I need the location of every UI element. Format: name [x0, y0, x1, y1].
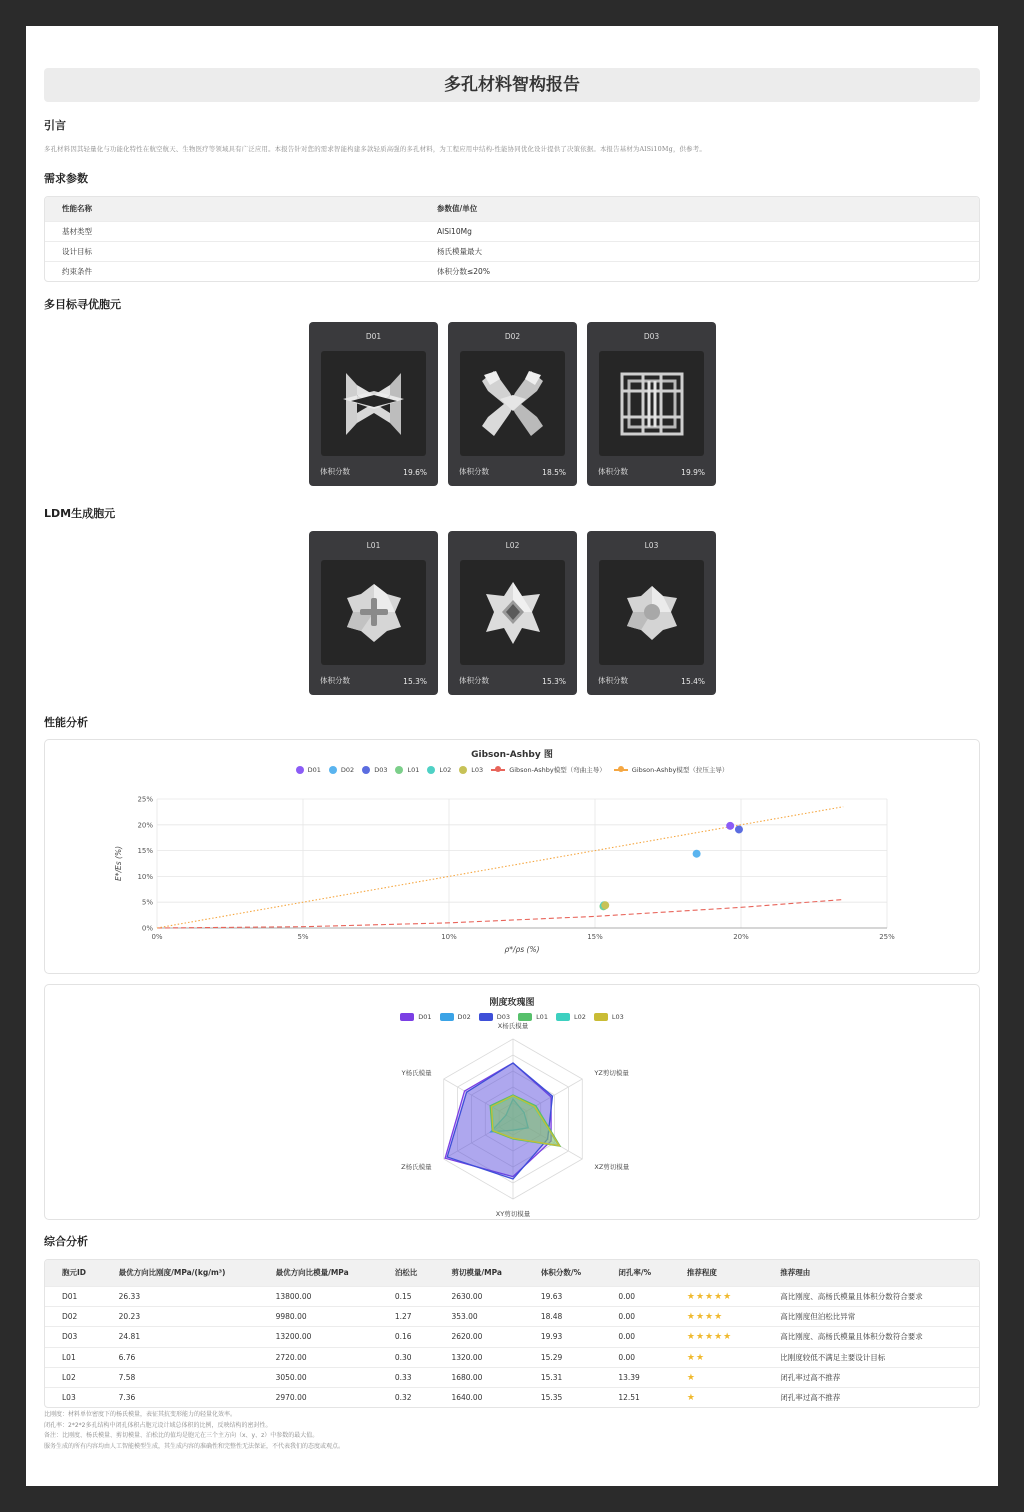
table-row: [45, 1367, 979, 1387]
axis-label: X杨氏模量: [497, 1022, 529, 1030]
table-cell: 高比刚度、高杨氏模量且体积分数符合要求: [780, 1292, 923, 1301]
cell-card-d02[interactable]: [448, 322, 577, 486]
table-cell: 闭孔率过高不推荐: [780, 1392, 841, 1402]
param-name: 约束条件: [62, 267, 92, 276]
x-tick-label: 25%: [879, 933, 895, 941]
table-cell: 2970.00: [275, 1392, 307, 1402]
legend-label: L02: [439, 765, 452, 774]
table-cell: 15.35: [540, 1392, 563, 1402]
volume-fraction-value: 19.9%: [681, 468, 705, 477]
data-point-d01: [726, 822, 734, 830]
volume-fraction-label: 体积分数: [459, 467, 489, 476]
rating-stars: ★★: [686, 1352, 706, 1363]
table-cell: 353.00: [451, 1312, 478, 1322]
chart-title: 刚度玫瑰图: [489, 998, 535, 1008]
cell-id: L01: [366, 541, 381, 550]
table-cell: 13200.00: [275, 1332, 312, 1342]
column-header: 体积分数/%: [540, 1268, 582, 1277]
scatter-plot: [45, 740, 979, 973]
table-row: [45, 221, 979, 241]
column-header-value: 参数值/单位: [437, 204, 478, 213]
volume-fraction-label: 体积分数: [598, 676, 628, 685]
cell-id: D03: [643, 332, 660, 341]
table-cell: 1680.00: [451, 1372, 483, 1382]
rating-stars: ★: [686, 1372, 696, 1383]
table-cell: 0.00: [618, 1332, 636, 1342]
volume-fraction-value: 15.3%: [403, 677, 427, 686]
table-cell: 0.00: [618, 1292, 636, 1301]
cell-id: L03: [644, 541, 659, 550]
cell-render-d02: [460, 351, 565, 456]
table-row: [45, 1326, 979, 1346]
legend-label: D01: [418, 1013, 432, 1021]
cell-card-l01[interactable]: [309, 531, 438, 695]
y-tick-label: 20%: [137, 821, 153, 830]
table-cell: 13800.00: [275, 1292, 312, 1301]
chart-title: Gibson-Ashby 图: [471, 750, 553, 760]
rating-stars: ★: [686, 1392, 696, 1403]
legend-label: D01: [307, 765, 321, 774]
ldm-cells-gallery: [309, 531, 716, 695]
stiffness-rose-chart: [44, 984, 980, 1220]
note-line: 备注：比刚度、杨氏模量、剪切模量、泊松比的值均是胞元在三个主方向（x、y、z）中参数的最大值。: [44, 1432, 319, 1439]
requirements-heading: 需求参数: [44, 172, 88, 185]
x-axis-label: ρ*/ρs (%): [504, 945, 540, 954]
legend-label: L02: [573, 1013, 586, 1021]
table-cell: 0.30: [394, 1352, 412, 1362]
axis-label: XZ剪切模量: [594, 1163, 630, 1171]
table-row: [45, 261, 979, 281]
cell-id: L02: [505, 541, 520, 550]
column-header: 闭孔率/%: [618, 1268, 652, 1277]
ldm-cells-heading: LDM生成胞元: [44, 507, 116, 520]
volume-fraction-value: 19.6%: [403, 468, 427, 477]
table-cell: 9980.00: [275, 1312, 307, 1322]
table-cell: 高比刚度但泊松比异常: [780, 1312, 856, 1322]
y-tick-label: 25%: [137, 795, 153, 804]
table-cell: L01: [62, 1352, 76, 1362]
x-tick-label: 15%: [587, 933, 603, 941]
column-header: 推荐理由: [780, 1268, 811, 1277]
intro-text: 多孔材料因其轻量化与功能化特性在航空航天、生物医疗等领域具有广泛应用。本报告针对您的需求智能构建多款轻质高强的多孔材料，为工程应用中结构-性能协同优化设计提供了决策依据。本报告基材为AlSi10Mg，供参考。: [44, 145, 706, 153]
param-value: 杨氏模量最大: [437, 247, 482, 256]
cell-render-l01: [321, 560, 426, 665]
table-cell: 12.51: [618, 1392, 640, 1402]
legend-label: Gibson-Ashby模型（弯曲主导）: [509, 766, 606, 774]
model-line: [157, 900, 843, 928]
table-cell: 比刚度较低不满足主要设计目标: [780, 1352, 886, 1362]
legend-label: D02: [340, 765, 355, 774]
param-value: 体积分数≤20%: [437, 267, 490, 276]
table-row: [45, 1347, 979, 1367]
param-value: AlSi10Mg: [437, 227, 472, 236]
cell-card-d01[interactable]: [309, 322, 438, 486]
table-body: [45, 1286, 979, 1407]
footnotes: [44, 1410, 344, 1452]
data-point-d02: [693, 850, 701, 858]
table-cell: 0.33: [394, 1372, 412, 1382]
table-cell: 高比刚度、高杨氏模量且体积分数符合要求: [780, 1332, 923, 1342]
axis-label: Y杨氏模量: [401, 1069, 432, 1077]
legend-label: D03: [374, 765, 388, 774]
table-row: [45, 1387, 979, 1407]
cell-card-l03[interactable]: [587, 531, 716, 695]
param-name: 设计目标: [62, 247, 92, 256]
volume-fraction-label: 体积分数: [320, 676, 350, 685]
axis-label: YZ剪切模量: [594, 1069, 629, 1077]
x-tick-label: 10%: [441, 933, 457, 941]
analysis-table: [44, 1259, 980, 1408]
table-cell: 2720.00: [275, 1352, 307, 1362]
y-tick-label: 10%: [137, 872, 153, 881]
table-cell: 6.76: [118, 1352, 136, 1362]
volume-fraction-label: 体积分数: [459, 676, 489, 685]
table-row: [45, 1306, 979, 1326]
optimal-cells-heading: 多目标寻优胞元: [44, 298, 121, 311]
volume-fraction-value: 15.4%: [681, 677, 705, 686]
param-name: 基材类型: [62, 227, 92, 236]
cell-id: D01: [365, 332, 382, 341]
table-cell: 1640.00: [451, 1392, 483, 1402]
cell-card-d03[interactable]: [587, 322, 716, 486]
gibson-ashby-chart: [44, 739, 980, 974]
note-line: 比刚度：材料单位密度下的杨氏模量，表征其抗变形能力的轻量化效率。: [44, 1411, 237, 1418]
table-cell: 13.39: [618, 1372, 640, 1382]
intro-heading: 引言: [44, 119, 66, 132]
note-line: 闭孔率：2*2*2多孔结构中闭孔体积占胞元设计域总体积的比例，反映结构的密封性。: [44, 1421, 272, 1429]
axis-label: Z杨氏模量: [401, 1163, 432, 1171]
table-cell: D02: [62, 1312, 78, 1322]
performance-heading: 性能分析: [44, 716, 88, 729]
requirements-table: [44, 196, 980, 282]
table-header-row: [45, 1260, 979, 1286]
table-cell: 2630.00: [451, 1292, 483, 1301]
table-cell: 7.58: [118, 1372, 136, 1382]
legend-label: L03: [471, 765, 484, 774]
cell-card-l02[interactable]: [448, 531, 577, 695]
y-axis-label: E*/Es (%): [114, 845, 123, 882]
table-cell: 2620.00: [451, 1332, 483, 1342]
radar-plot: [45, 985, 979, 1219]
table-cell: 19.63: [540, 1292, 563, 1301]
cell-render-d01: [321, 351, 426, 456]
cell-render-l03: [599, 560, 704, 665]
table-cell: 7.36: [118, 1392, 136, 1402]
table-cell: D03: [62, 1332, 78, 1342]
data-point-d03: [735, 825, 743, 833]
table-cell: L03: [62, 1392, 76, 1402]
report-title: 多孔材料智构报告: [44, 68, 980, 102]
table-cell: 0.00: [618, 1352, 636, 1362]
column-header: 最优方向比模量/MPa: [275, 1268, 349, 1277]
volume-fraction-value: 15.3%: [542, 677, 566, 686]
optimal-cells-gallery: [309, 322, 716, 486]
table-cell: 0.16: [394, 1332, 412, 1342]
note-line: 服务生成的所有内容均由人工智能模型生成，其生成内容的准确性和完整性无法保证，不代表我们的态度或观点。: [44, 1442, 345, 1450]
rating-stars: ★★★★★: [686, 1332, 733, 1343]
table-row: [45, 241, 979, 261]
table-cell: 0.32: [394, 1392, 412, 1402]
legend-label: L01: [407, 765, 420, 774]
rating-stars: ★★★★: [686, 1312, 724, 1323]
table-cell: 1.27: [394, 1312, 412, 1322]
table-cell: 15.29: [540, 1352, 563, 1362]
table-cell: 1320.00: [451, 1352, 483, 1362]
analysis-heading: 综合分析: [44, 1235, 88, 1248]
volume-fraction-value: 18.5%: [542, 468, 566, 477]
column-header: 最优方向比刚度/MPa/(kg/m³): [118, 1268, 226, 1277]
y-tick-label: 5%: [141, 898, 153, 907]
cell-render-l02: [460, 560, 565, 665]
legend-label: L03: [611, 1013, 624, 1021]
table-cell: 20.23: [118, 1312, 141, 1322]
cell-render-d03: [599, 351, 704, 456]
table-cell: 24.81: [118, 1332, 141, 1342]
legend-label: Gibson-Ashby模型（拉压主导）: [631, 766, 729, 774]
legend-label: D02: [457, 1013, 471, 1021]
legend-label: L01: [536, 1013, 548, 1021]
data-point-l03: [601, 901, 609, 909]
table-cell: 闭孔率过高不推荐: [780, 1372, 841, 1382]
table-cell: 18.48: [540, 1312, 563, 1322]
table-cell: L02: [62, 1372, 76, 1382]
column-header: 推荐程度: [686, 1268, 717, 1277]
table-cell: D01: [62, 1292, 78, 1301]
y-tick-label: 0%: [141, 924, 153, 933]
column-header-name: 性能名称: [62, 204, 92, 213]
table-cell: 0.15: [394, 1292, 412, 1301]
y-tick-label: 15%: [137, 847, 153, 856]
axis-label: XY剪切模量: [495, 1210, 531, 1218]
table-row: [45, 1286, 979, 1306]
x-tick-label: 0%: [151, 933, 163, 941]
table-cell: 0.00: [618, 1312, 636, 1322]
table-cell: 26.33: [118, 1292, 141, 1301]
x-tick-label: 5%: [297, 933, 309, 941]
x-tick-label: 20%: [733, 933, 749, 941]
volume-fraction-label: 体积分数: [320, 467, 350, 476]
volume-fraction-label: 体积分数: [598, 467, 628, 476]
column-header: 胞元ID: [62, 1268, 87, 1277]
table-cell: 3050.00: [275, 1372, 307, 1382]
table-cell: 19.93: [540, 1332, 563, 1342]
cell-id: D02: [504, 332, 521, 341]
column-header: 泊松比: [394, 1268, 418, 1277]
rating-stars: ★★★★★: [686, 1292, 733, 1302]
report-page: [26, 26, 998, 1486]
legend-label: D03: [496, 1013, 511, 1021]
column-header: 剪切模量/MPa: [451, 1268, 502, 1277]
table-header-row: [45, 197, 979, 221]
table-cell: 15.31: [540, 1372, 563, 1382]
